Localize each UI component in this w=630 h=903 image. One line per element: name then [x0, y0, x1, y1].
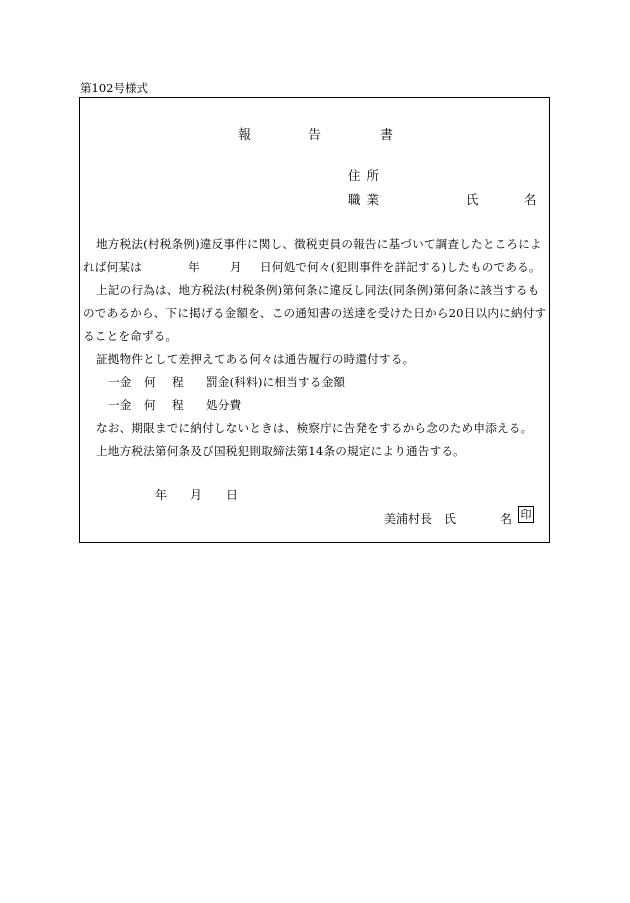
title-char-3: 書: [380, 128, 394, 143]
signer-name-mei: 名: [500, 512, 513, 526]
item-2-ka: 何: [144, 398, 156, 412]
item-1-ka: 何: [144, 375, 156, 389]
title-char-2: 告: [308, 128, 322, 143]
item-1-description: 罰金(科料)に相当する金額: [206, 375, 346, 389]
item-2-hodo: 程: [172, 398, 184, 412]
body-paragraph-2-line-1: 上記の行為は、地方税法(村税条例)第何条に違反し同法(同条例)第何条に該当するも: [96, 283, 540, 297]
body-paragraph-1-line-1: 地方税法(村税条例)違反事件に関し、徴税吏員の報告に基づいて調査したところによ: [96, 237, 542, 251]
body-paragraph-1-line-2: れば何某は: [83, 260, 142, 274]
title-char-1: 報: [238, 128, 252, 143]
body-paragraph-1-line-2-rest: 日何処で何々(犯則事件を詳記する)したものである。: [260, 260, 541, 274]
body-paragraph-2-line-3: ることを命ずる。: [83, 329, 178, 343]
body-date-month: 月: [230, 260, 242, 274]
item-2-prefix: 一金: [108, 398, 132, 412]
body-date-year: 年: [188, 260, 200, 274]
signer-title: 美浦村長: [384, 512, 433, 526]
issue-date-month: 月: [190, 488, 203, 502]
seal-stamp-box: 印: [518, 506, 534, 523]
address-label: 住所: [348, 168, 386, 183]
item-1-prefix: 一金: [108, 375, 132, 389]
name-label-shi: 氏: [466, 192, 479, 207]
item-2-description: 処分費: [206, 398, 242, 412]
body-paragraph-4: なお、期限までに納付しないときは、検察庁に告発をするから念のため申添える。: [96, 421, 533, 435]
form-number: 第102号様式: [80, 81, 148, 95]
body-paragraph-2-line-2: のであるから、下に掲げる金額を、この通知書の送達を受けた日から20日以内に納付す: [83, 306, 547, 320]
issue-date-day: 日: [226, 488, 239, 502]
body-paragraph-3: 証拠物件として差押えてある何々は通告履行の時還付する。: [96, 352, 415, 366]
occupation-label: 職業: [348, 192, 386, 207]
item-1-hodo: 程: [172, 375, 184, 389]
signer-name-shi: 氏: [444, 512, 457, 526]
name-label-mei: 名: [524, 192, 537, 207]
issue-date-year: 年: [155, 488, 168, 502]
body-paragraph-5: 上地方税法第何条及び国税犯則取締法第14条の規定により通告する。: [96, 444, 465, 458]
